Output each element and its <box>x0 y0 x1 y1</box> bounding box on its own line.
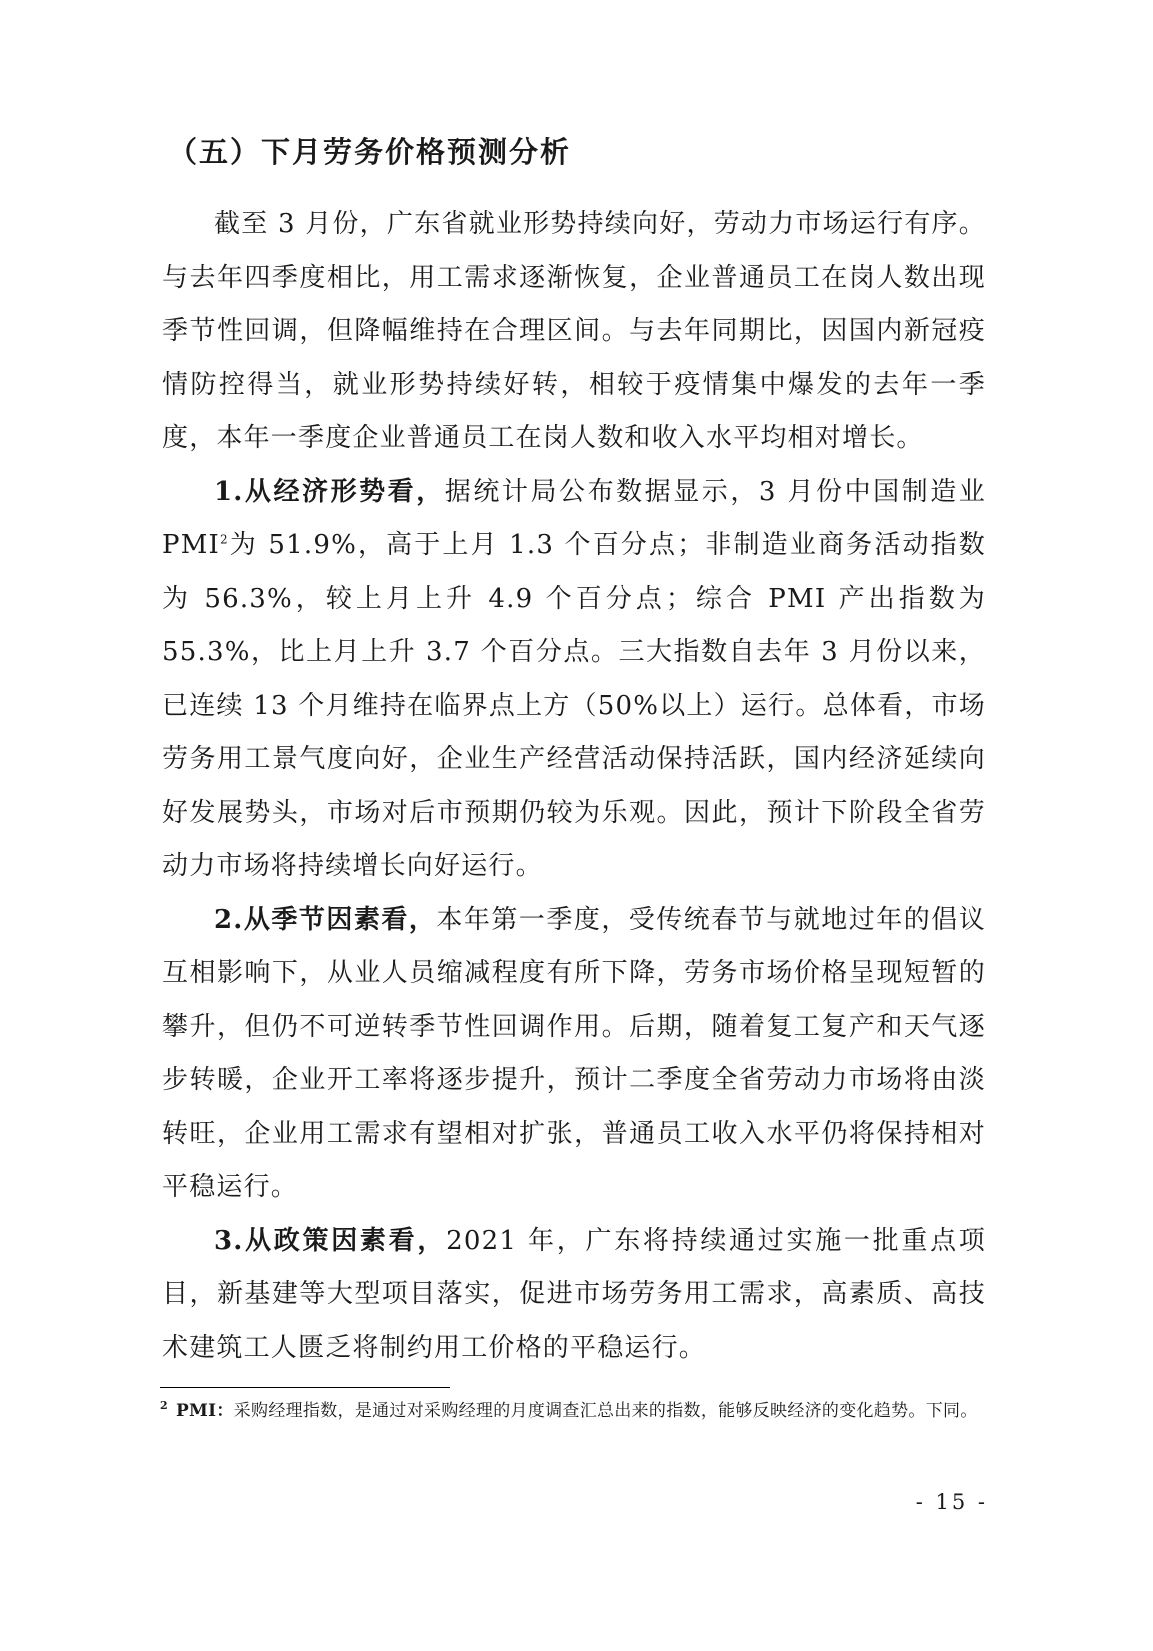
footnote-text: 采购经理指数，是通过对采购经理的月度调查汇总出来的指数，能够反映经济的变化趋势。下同。 <box>233 1401 978 1421</box>
paragraph-text: 截至 3 月份，广东省就业形势持续向好，劳动力市场运行有序。与去年四季度相比，用工需求逐渐恢复，企业普通员工在岗人数出现季节性回调，但降幅维持在合理区间。与去年同期比，因国内新冠疫情防控得当，就业形势持续好转，相较于疫情集中爆发的去年一季度，本年一季度企业普通员工在岗人数和收入水平均相对增长。 <box>162 209 986 453</box>
paragraph-economic <box>162 466 986 894</box>
paragraph-text: 本年第一季度，受传统春节与就地过年的倡议互相影响下，从业人员缩减程度有所下降，劳务市场价格呈现短暂的攀升，但仍不可逆转季节性回调作用。后期，随着复工复产和天气逐步转暖，企业开工率将逐步提升，预计二季度全省劳动力市场将由淡转旺，企业用工需求有望相对扩张，普通员工收入水平仍将保持相对平稳运行。 <box>162 904 986 1202</box>
body-text <box>162 198 986 1375</box>
paragraph-text: 2021 年，广东将持续通过实施一批重点项目，新基建等大型项目落实，促进市场劳务用工需求，高素质、高技术建筑工人匮乏将制约用工价格的平稳运行。 <box>162 1225 986 1363</box>
paragraph-intro <box>162 198 986 466</box>
footnote-divider <box>160 1387 450 1388</box>
paragraph-seasonal <box>162 894 986 1215</box>
paragraph-text: 据统计局公布数据显示，3 月份中国制造业 PMI <box>162 476 986 560</box>
paragraph-lead: 1.从经济形势看， <box>214 476 445 507</box>
paragraph-lead: 2.从季节因素看， <box>214 904 437 935</box>
footnote-number: 2 <box>160 1399 168 1413</box>
paragraph-text: 为 51.9%，高于上月 1.3 个百分点；非制造业商务活动指数为 56.3%，较上月上升 4.9 个百分点；综合 PMI 产出指数为 55.3%，比上月上升 3.7 个百分点。三大指数自去年 3 月份以来，已连续 13 个月维持在临界点上方（50%以上）运行。总体看，市场劳务用工景气度向好，企业生产经营活动保持活跃，国内经济延续向好发展势头，市场对后市预期仍较为乐观。因此，预计下阶段全省劳动力市场将持续增长向好运行。 <box>162 530 986 881</box>
page-number: - 15 - <box>915 1490 988 1514</box>
paragraph-lead: 3.从政策因素看， <box>214 1225 447 1256</box>
section-heading: （五）下月劳务价格预测分析 <box>168 135 572 169</box>
footnote <box>160 1398 990 1425</box>
paragraph-policy <box>162 1215 986 1376</box>
footnote-reference[interactable]: 2 <box>220 532 229 547</box>
footnote-term: PMI： <box>175 1401 234 1421</box>
